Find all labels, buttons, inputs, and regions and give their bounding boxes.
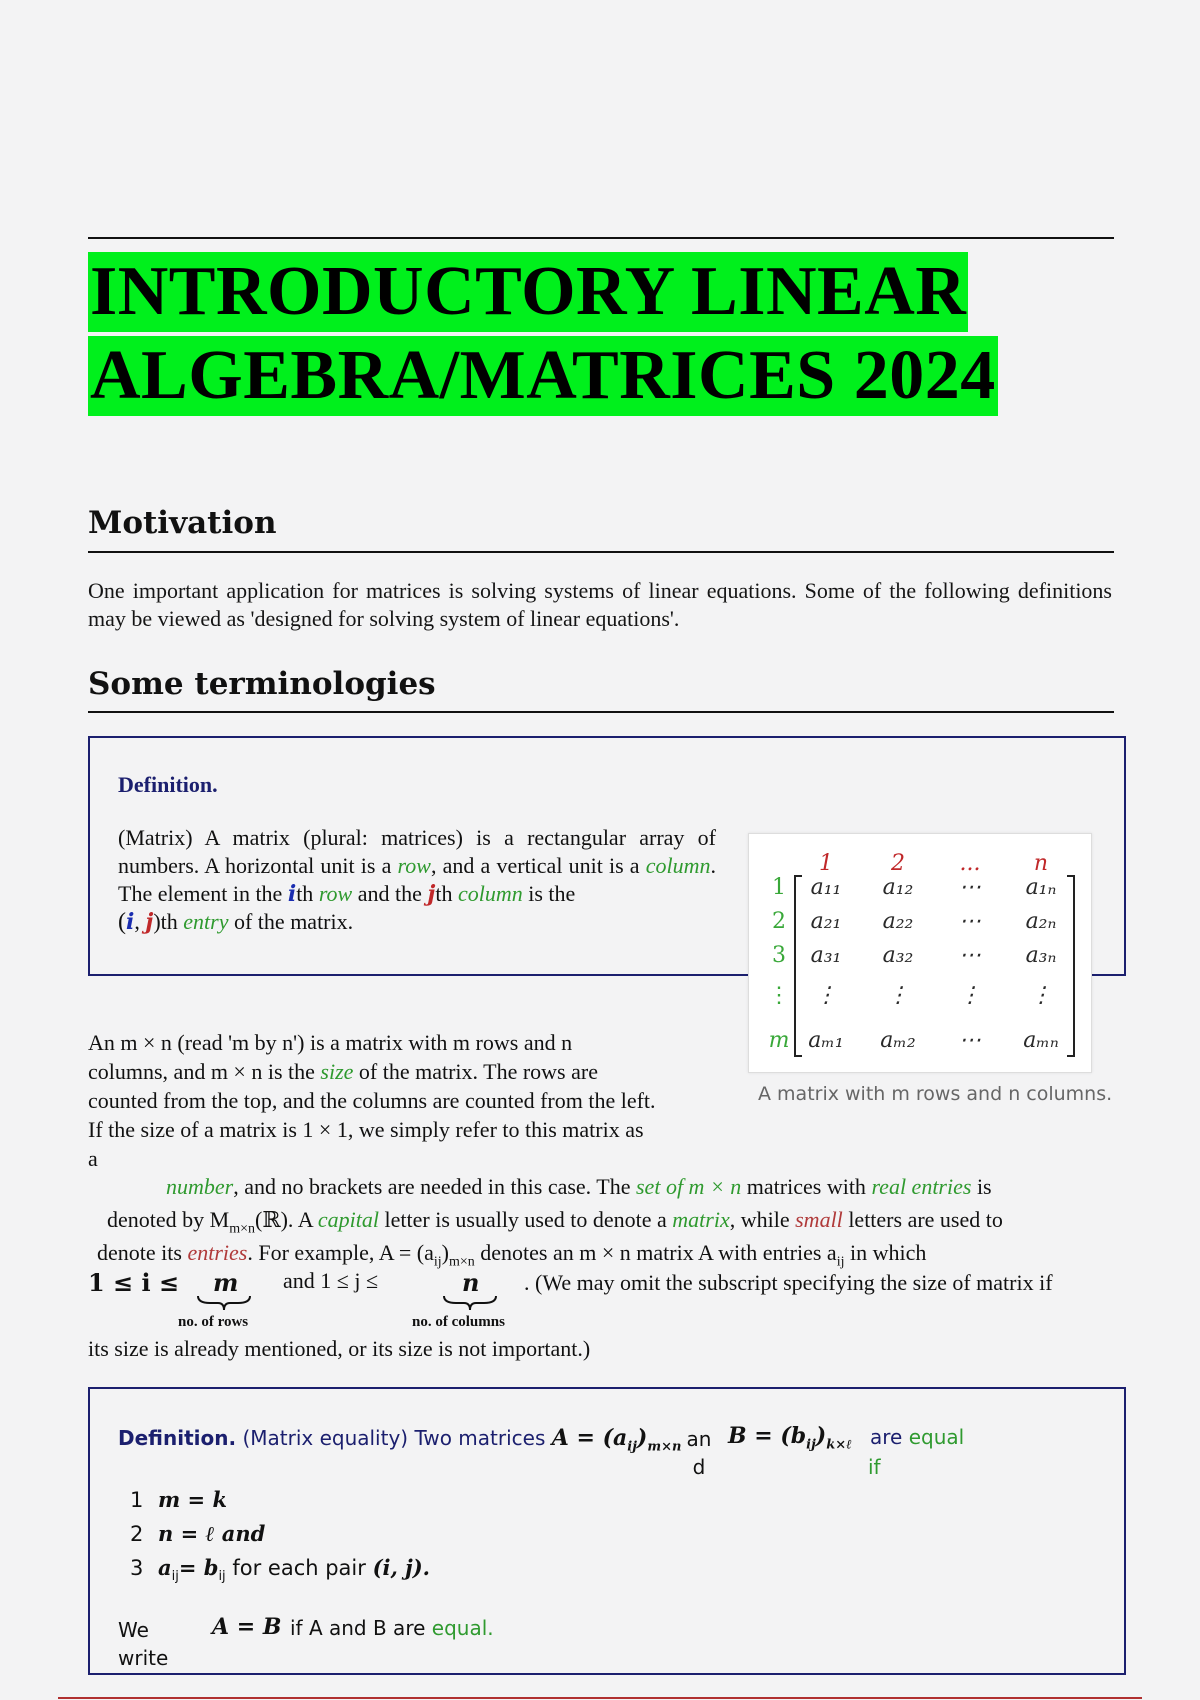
condition-1: 1 m = k [130, 1487, 227, 1512]
matrix-cell: a₁₂ [882, 875, 914, 900]
def-text-2: , and a vertical unit is a [430, 853, 646, 878]
motivation-rule [88, 551, 1114, 553]
matrix-cell: a₂₁ [810, 909, 842, 934]
size-line-8-sub: ij [433, 1254, 442, 1270]
title-line-1: INTRODUCTORY LINEAR [90, 253, 967, 330]
entry-paren-open: ( [118, 909, 126, 935]
size-line-10: its size is already mentioned, or its size is not important.) [88, 1336, 591, 1361]
matrix-cell: ⋯ [959, 875, 981, 900]
row-term-2: row [318, 881, 353, 906]
matrix-cell: ⋮ [887, 983, 909, 1008]
size-line-7d: , while [729, 1207, 796, 1232]
rows-brace-label: no. of rows [178, 1314, 249, 1330]
size-line-7b: (ℝ). A [255, 1207, 318, 1232]
left-bracket [795, 876, 802, 1056]
matrix-cell: ⋯ [959, 943, 981, 968]
column-term: column [645, 853, 711, 878]
small-term: small [795, 1207, 843, 1232]
condition-3-sub: ij [171, 1569, 179, 1585]
size-line-8e: in which [844, 1240, 927, 1265]
row-header-2: 2 [772, 909, 786, 934]
capital-term: capital [317, 1207, 380, 1232]
def-text-1: (Matrix) A matrix (plural: matrices) is a rectangular array of numbers. A horizontal unit is a [118, 825, 716, 878]
pair-expr: (i, j). [372, 1555, 430, 1580]
matrix-cell: a₂ₙ [1025, 909, 1057, 934]
row-header-m: m [768, 1028, 790, 1053]
matrix-A-expr [551, 1425, 682, 1455]
size-term: size [320, 1059, 354, 1084]
if-A-and-B-text: if A and B are [290, 1616, 426, 1640]
entry-suffix: )th [153, 909, 184, 934]
terminologies-rule [88, 711, 1114, 713]
equal-end-term: equal. [431, 1616, 494, 1640]
are-text: are [870, 1425, 903, 1449]
cols-underbrace [442, 1294, 498, 1312]
size-line-3: counted from the top, and the columns are counted from the left. [88, 1088, 656, 1113]
matrix-cell: a₃₁ [810, 943, 842, 968]
matA-sub2: m×n [647, 1439, 682, 1455]
entry-j: j [145, 909, 154, 935]
size-line-6b: , and no brackets are needed in this case. The [233, 1174, 636, 1199]
bottom-rule [58, 1697, 1142, 1699]
condition-3-eq: = b [178, 1555, 219, 1580]
row-header-3: 3 [772, 943, 786, 968]
size-line-8b: . For example, A = (a [247, 1240, 434, 1265]
definition-label: Definition. [118, 772, 218, 797]
are-word [870, 1425, 964, 1449]
size-line-6 [166, 1174, 992, 1200]
j-range: and 1 ≤ j ≤ [283, 1268, 379, 1293]
condition-2: 2 n = ℓ and [130, 1521, 266, 1546]
def-th-1: th [296, 881, 319, 906]
matB-sub2: k×ℓ [826, 1437, 852, 1453]
condition-3-text: for each pair [232, 1556, 366, 1580]
size-line-5: a [88, 1146, 98, 1171]
condition-1-text: m = k [158, 1487, 227, 1512]
matrix-cell: a₁₁ [810, 875, 842, 900]
size-line-8a: denote its [97, 1240, 188, 1265]
i-symbol: i [287, 881, 297, 907]
if-A-and-B [290, 1616, 494, 1640]
rows-underbrace [196, 1294, 252, 1312]
j-symbol: j [427, 881, 436, 907]
size-line-1: An m × n (read 'm by n') is a matrix with m rows and n [88, 1030, 573, 1055]
entry-comma: , [134, 909, 146, 934]
matB-sub: ij [806, 1437, 816, 1453]
matrix-cell: aₘ₁ [808, 1028, 844, 1053]
matrix-cell: aₘ₂ [880, 1028, 916, 1053]
A-eq-B: A = B [212, 1614, 282, 1640]
equal-term: equal [908, 1425, 965, 1449]
size-line-7c: letter is usually used to denote a [379, 1207, 673, 1232]
set-term: set of m × n [636, 1174, 742, 1199]
equality-intro [118, 1425, 681, 1454]
size-line-8-sub3: ij [836, 1254, 845, 1270]
matrix-cell: a₂₂ [882, 909, 914, 934]
m-symbol: m [213, 1268, 239, 1297]
size-line-8-sub2: m×n [448, 1254, 475, 1270]
matrix-figure [748, 833, 1092, 1073]
n-symbol: n [462, 1268, 480, 1297]
and-word: an d [686, 1427, 712, 1479]
size-line-6d: is [971, 1174, 992, 1199]
equality-label: Definition. [118, 1426, 237, 1450]
col-header-1: 1 [819, 851, 833, 876]
motivation-text: One important application for matrices is solving systems of linear equations. Some of the following definitions may be viewed as 'designed for solving system of linear equations'. [88, 578, 1112, 631]
matrix-cell: ⋮ [815, 983, 837, 1008]
equality-intro-text: (Matrix equality) Two matrices [242, 1426, 546, 1450]
conditions-list [130, 1483, 430, 1593]
entries-term: entries [187, 1240, 248, 1265]
matrix-cell: ⋮ [959, 983, 981, 1008]
i-range: 1 ≤ i ≤ [88, 1268, 180, 1297]
size-line-2a: columns, and m × n is the [88, 1059, 321, 1084]
size-line-7a: denoted by M [107, 1207, 230, 1232]
size-line-8c: ) [441, 1240, 449, 1265]
motivation-heading: Motivation [88, 505, 277, 541]
title-top-rule [88, 237, 1114, 239]
def-text-5: is the [522, 881, 576, 906]
matB-close: ) [815, 1423, 827, 1449]
row-header-dots: ⋮ [768, 983, 790, 1008]
matrix-B-expr [728, 1423, 852, 1452]
size-line-9c: . (We may omit the subscript specifying the size of matrix if [524, 1270, 1053, 1295]
matrix-cell: ⋮ [1030, 983, 1052, 1008]
col-header-3: ... [959, 851, 981, 876]
size-line-8d: denotes an m × n matrix A with entries a [474, 1240, 837, 1265]
real-entries-term: real entries [871, 1174, 972, 1199]
definition-equality-box [88, 1387, 1126, 1675]
row-term: row [397, 853, 431, 878]
definition-matrix-text [118, 824, 716, 936]
matrix-diagram [749, 834, 1091, 1072]
matA-close: ) [636, 1425, 648, 1451]
entry-end: of the matrix. [228, 909, 354, 934]
matrix-cell: ⋯ [959, 1028, 981, 1053]
matrix-cell: aₘₙ [1023, 1028, 1059, 1053]
size-paragraph [88, 1028, 716, 1173]
size-line-7-sub: m×n [229, 1221, 255, 1237]
matrix-cell: a₃₂ [882, 943, 914, 968]
size-line-8 [97, 1240, 926, 1270]
condition-3-a: a [158, 1555, 172, 1580]
column-term-2: column [457, 881, 523, 906]
matA-sub: ij [627, 1439, 637, 1455]
col-header-2: 2 [891, 851, 905, 876]
we-write: We write [118, 1618, 169, 1670]
condition-2-text: n = ℓ and [158, 1521, 266, 1546]
matrix-term: matrix [672, 1207, 730, 1232]
col-header-n: n [1033, 851, 1049, 876]
matrix-cell: ⋯ [959, 909, 981, 934]
matrix-cell: a₃ₙ [1025, 943, 1057, 968]
size-line-7e: letters are used to [842, 1207, 1003, 1232]
def-th-2: th [435, 881, 458, 906]
condition-3-sub2: ij [218, 1569, 226, 1585]
def-text-4: and the [352, 881, 428, 906]
size-line-4: If the size of a matrix is 1 × 1, we simply refer to this matrix as [88, 1117, 644, 1142]
cols-brace-label: no. of columns [412, 1314, 505, 1330]
condition-3: 3 $a_{ij}= b_{ij}$ for each pair (i, j). [130, 1555, 430, 1585]
right-bracket [1067, 876, 1074, 1056]
matA-text: A = (a [551, 1425, 628, 1451]
size-line-2b: of the matrix. The rows are [353, 1059, 598, 1084]
title-line-2: ALGEBRA/MATRICES 2024 [90, 337, 996, 414]
def-text-3: . The element in the [118, 853, 716, 906]
matrix-caption: A matrix with m rows and n columns. [758, 1083, 1113, 1105]
size-line-6c: matrices with [741, 1174, 872, 1199]
matrix-cell: a₁ₙ [1025, 875, 1057, 900]
terminologies-heading: Some terminologies [88, 666, 436, 702]
size-line-7 [107, 1207, 1003, 1237]
number-term: number [166, 1174, 234, 1199]
entry-term: entry [183, 909, 229, 934]
if-word: if [868, 1455, 881, 1479]
matB-text: B = (b [728, 1423, 807, 1449]
row-header-1: 1 [772, 875, 786, 900]
entry-i: i [126, 909, 135, 935]
